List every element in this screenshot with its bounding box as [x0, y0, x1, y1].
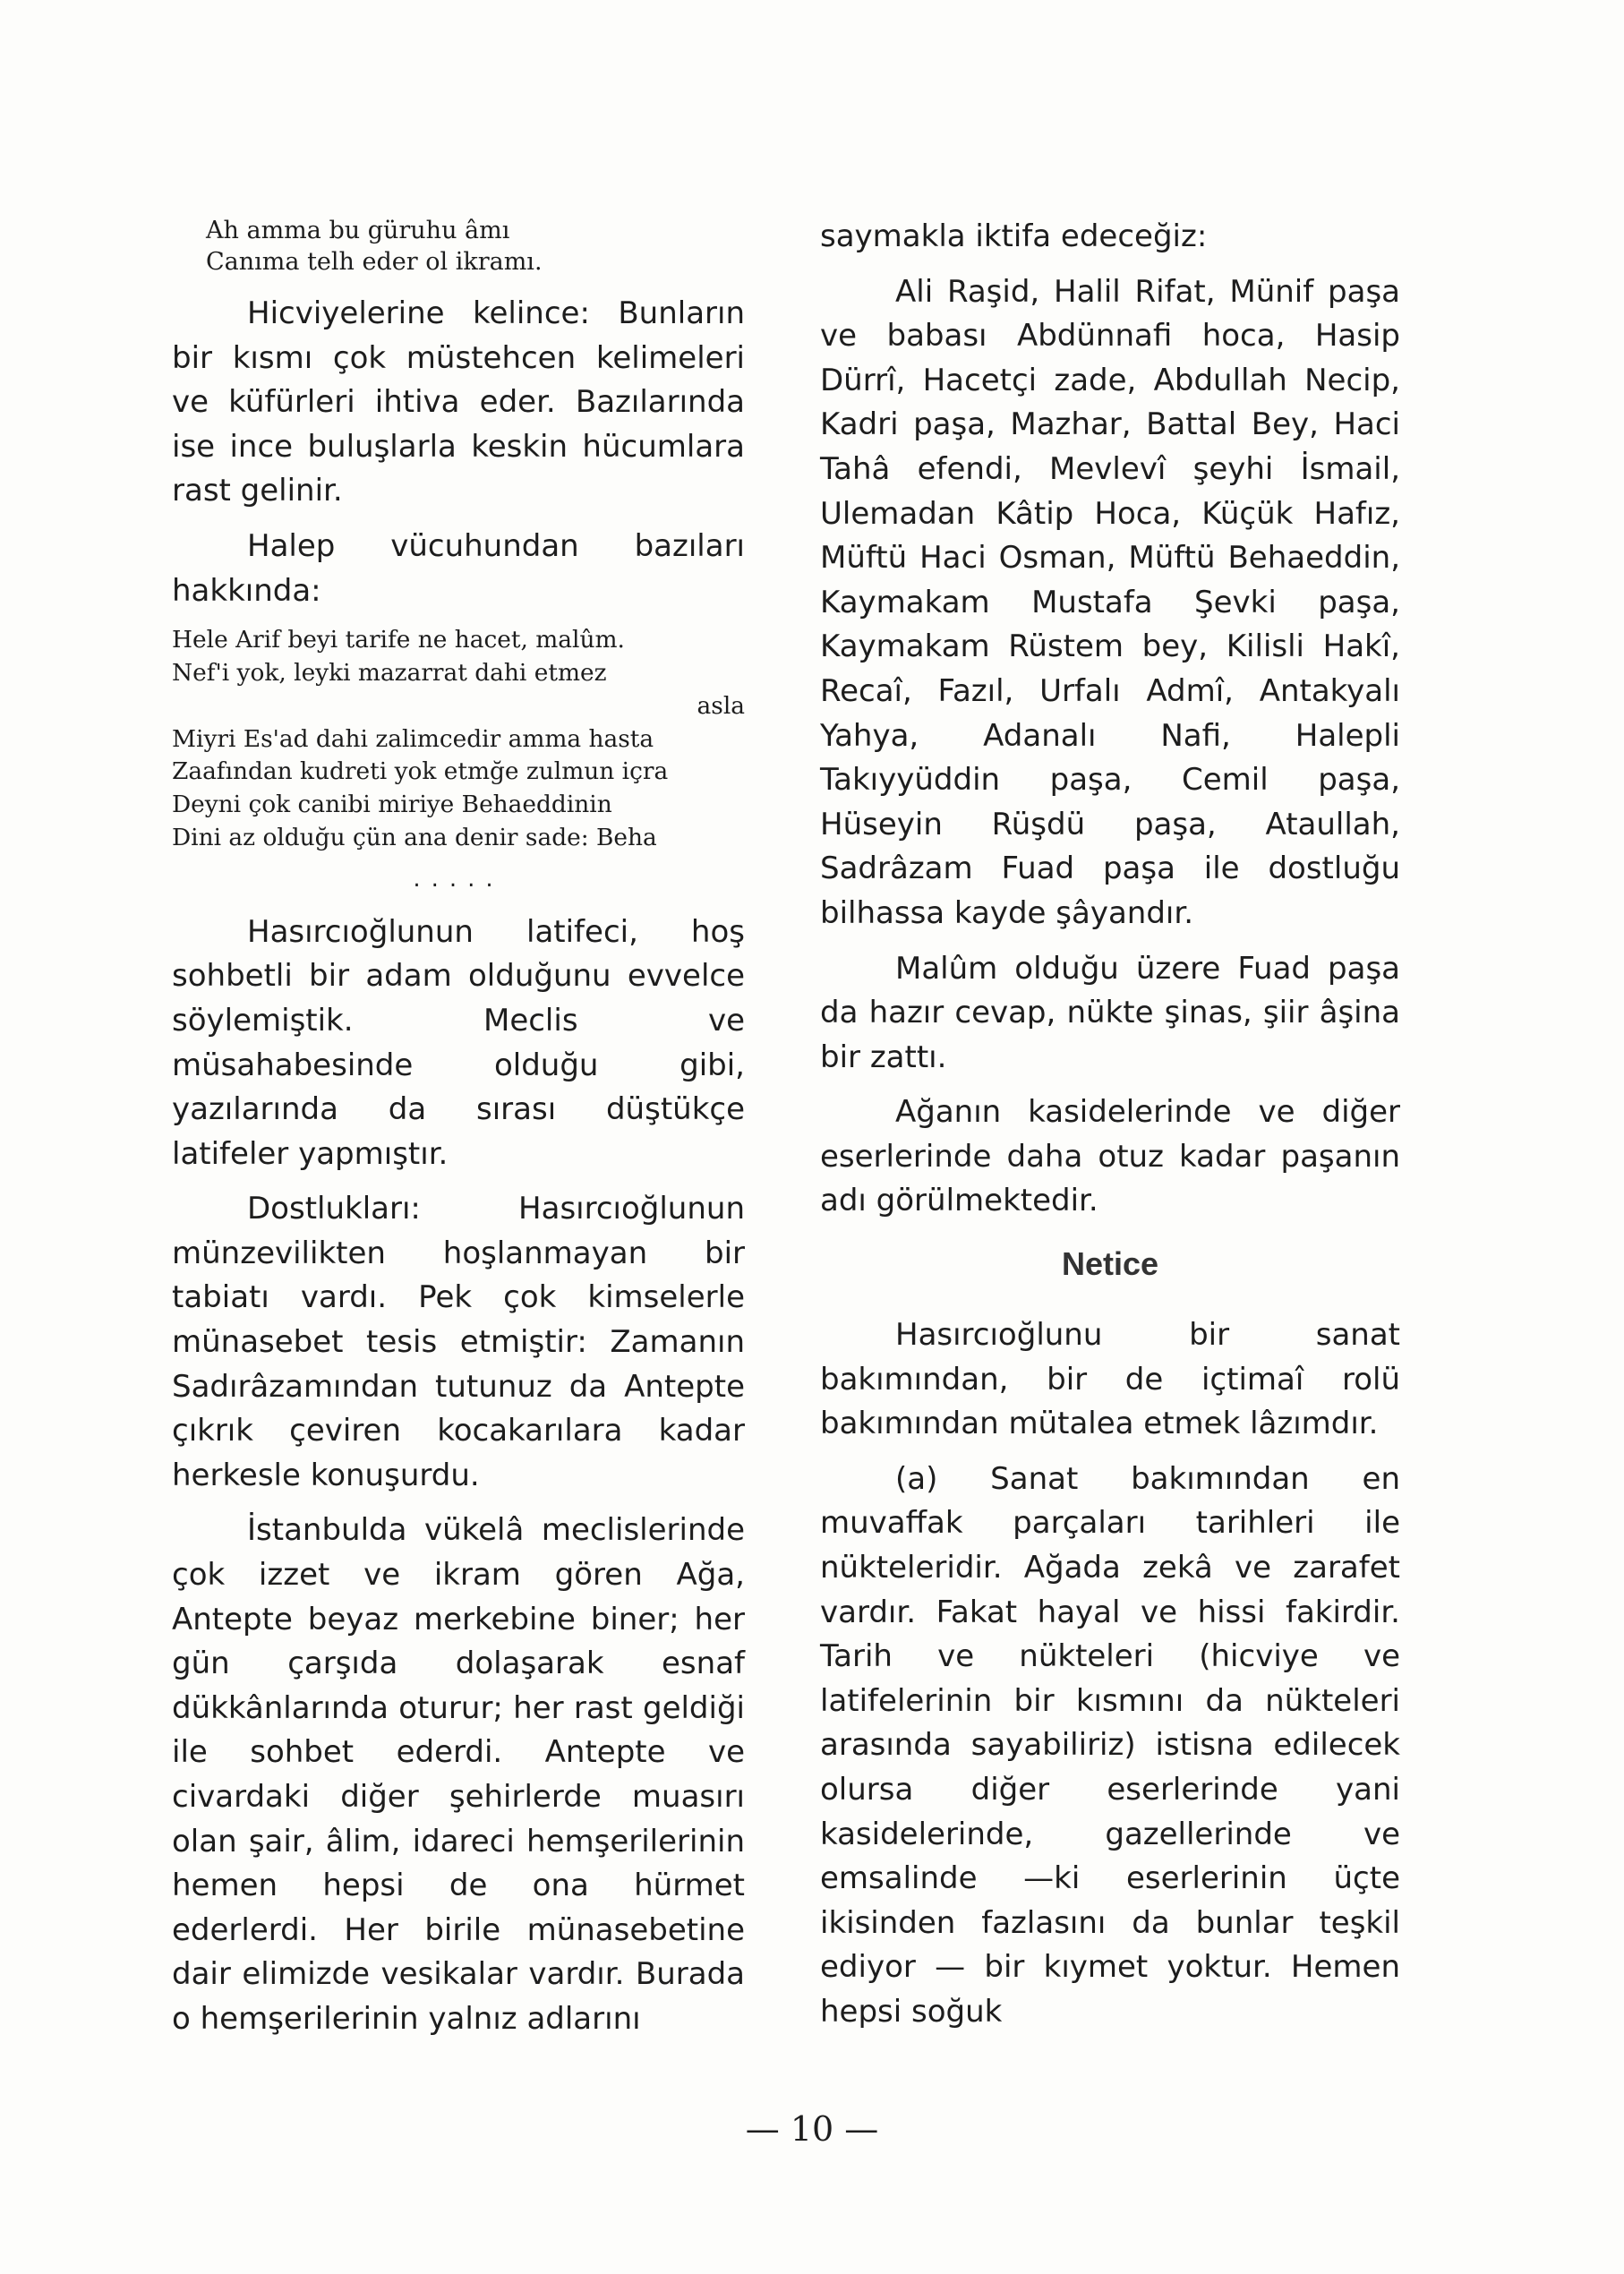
verse-line: Canıma telh eder ol ikramı. — [206, 248, 543, 276]
verse-line: Nef'i yok, leyki mazarrat dahi etmez — [172, 658, 607, 687]
verse-satire-aleppo — [172, 624, 745, 855]
right-column — [820, 215, 1400, 2046]
paragraph-humor: Hasırcıoğlunun latifeci, hoş sohbetli bir adam olduğunu evvelce söylemiştik. Meclis ve müsahabesinde olduğu gibi, yazılarında da sırası düştükçe latifeler yapmıştır. — [172, 913, 745, 1172]
paragraph-fuad-pasha: Malûm olduğu üzere Fuad paşa da hazır cevap, nükte şinas, şiir âşina bir zattı. — [820, 950, 1400, 1075]
section-separator-dots: ..... — [413, 865, 504, 893]
verse-line: Hele Arif beyi tarife ne hacet, malûm. — [172, 626, 625, 654]
verse-line: Deyni çok canibi miriye Behaeddinin — [172, 791, 612, 819]
paragraph-art-evaluation: (a) Sanat bakımından en muvaffak parçaları tarihleri ile nükteleridir. Ağada zekâ ve zarafet vardır. Fakat hayal ve hissi fakirdir. Tarih ve nükteleri (hicviye ve latifelerinin bir kısmını da nükteleri arasında sayabiliriz) istisna edilecek olursa diğer eserlerinde yani kasidelerinde, gazellerinde ve emsalinde —ki eserlerinin üçte ikisinden fazlasını da bunlar teşkil ediyor — bir kıymet yoktur. Hemen hepsi soğuk — [820, 1460, 1400, 2030]
verse-line: Dini az olduğu çün ana denir sade: Beha — [172, 823, 657, 851]
left-column — [172, 215, 745, 2053]
paragraph-continuation: saymakla iktifa edeceğiz: — [820, 218, 1208, 254]
paragraph-name-list: Ali Raşid, Halil Rifat, Münif paşa ve babası Abdünnafi hoca, Hasip Dürrî, Hacetçi zade, Abdullah Necip, Kadri paşa, Mazhar, Battal Bey, Haci Tahâ efendi, Mevlevî şeyhi İsmail, Ulemadan Kâtip Hoca, Küçük Hafız, Müftü Haci Osman, Müftü Behaeddin, Kaymakam Mustafa Şevki paşa, Kaymakam Rüstem bey, Kilisli Hakî, Recaî, Fazıl, Urfalı Admî, Antakyalı Yahya, Adanalı Nafi, Halepli Takıyyüddin paşa, Cemil paşa, Hüseyin Rüşdü paşa, Ataullah, Sadrâzam Fuad paşa ile dostluğu bilhassa kayde şâyandır. — [820, 273, 1400, 931]
paragraph-istanbul-antep: İstanbulda vükelâ meclislerinde çok izzet ve ikram gören Ağa, Antepte beyaz merkebine biner; her gün çarşıda dolaşarak esnaf dükkânlarında oturur; her rast geldiği ile sohbet ederdi. Antepte ve civardaki diğer şehirlerde muasırı olan şair, âlim, idareci hemşerilerinin hemen hepsi de ona hürmet ederlerdi. Her birile münasebetine dair elimizde vesikalar vardır. Burada o hemşerilerinin yalnız adlarını — [172, 1512, 745, 2037]
verse-line-continuation: asla — [697, 691, 745, 720]
paragraph-aleppo-notables: Halep vücuhundan bazıları hakkında: — [172, 527, 745, 609]
verse-couplet-1 — [172, 215, 745, 278]
section-heading-netice: Netice — [1061, 1245, 1159, 1283]
paragraph-pashas-in-works: Ağanın kasidelerinde ve diğer eserlerinde daha otuz kadar paşanın adı görülmektedir. — [820, 1094, 1400, 1219]
verse-line: Miyri Es'ad dahi zalimcedir amma hasta — [172, 724, 654, 753]
verse-line: Zaafından kudreti yok etmğe zulmun içra — [172, 757, 669, 786]
paragraph-evaluation-intro: Hasırcıoğlunu bir sanat bakımından, bir de içtimaî rolü bakımından mütalea etmek lâzımdır. — [820, 1317, 1400, 1442]
verse-line: Ah amma bu güruhu âmı — [206, 217, 510, 244]
paragraph-friendships: Dostlukları: Hasırcıoğlunun münzevilikten hoşlanmayan bir tabiatı vardı. Pek çok kimselerle münasebet tesis etmiştir: Zamanın Sadırâzamından tutunuz da Antepte çıkrık çeviren kocakarılara kadar herkesle konuşurdu. — [172, 1191, 745, 1493]
paragraph-satires: Hicviyelerine kelince: Bunların bir kısmı çok müstehcen kelimeleri ve küfürleri ihtiva eder. Bazılarında ise ince buluşlarla keskin hücumlara rast gelinir. — [172, 295, 745, 509]
page-number: — 10 — — [745, 2109, 879, 2149]
